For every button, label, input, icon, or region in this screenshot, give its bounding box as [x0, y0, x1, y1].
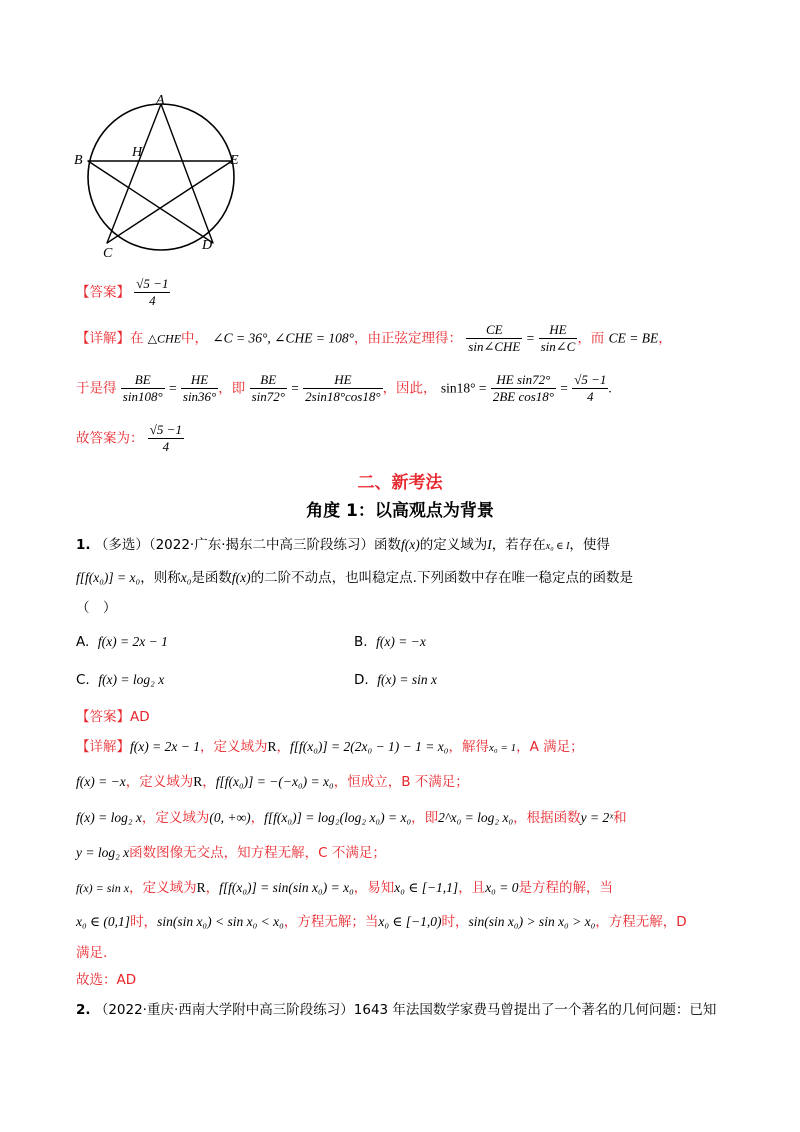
I-symbol: I: [487, 537, 492, 552]
text: ，定义域为: [141, 810, 210, 826]
text: ，方程无解；当: [283, 914, 379, 930]
expr: f[f(x₀)] = −(−x₀) = x₀: [215, 774, 334, 789]
den: sin∠C: [540, 339, 576, 354]
text: ，因此，: [382, 380, 437, 397]
text: ，即: [218, 380, 246, 397]
equals: =: [168, 380, 177, 396]
den: 2BE cos18°: [492, 389, 554, 404]
option-c: [76, 670, 164, 690]
option-a: [76, 632, 168, 652]
fraction: [181, 372, 218, 405]
answer-denominator: 4: [149, 293, 156, 308]
option-expr: f(x) = sin x: [377, 672, 437, 687]
num: HE: [181, 372, 218, 389]
fraction: [250, 372, 287, 405]
answer-2: [76, 707, 150, 727]
answer-numerator: √5 −1: [136, 276, 169, 291]
section-title: 二、新考法: [357, 473, 443, 493]
triangle-expr: △CHE: [147, 331, 182, 346]
expr: x₀ ∈ (0,1]: [76, 914, 131, 929]
text: 的定义域为: [419, 537, 488, 553]
text: ，定义域为: [129, 880, 197, 896]
text: ，A 满足；: [516, 739, 584, 755]
expr: 2^x₀ = log₂ x₀: [438, 810, 514, 825]
expr: sin(sin x₀) < sin x₀ < x₀: [157, 914, 284, 929]
text: ，: [202, 774, 216, 790]
text: ，: [250, 810, 265, 826]
num: HE: [303, 372, 382, 389]
question-number: 1.: [76, 537, 91, 553]
option-expr: f(x) = 2x − 1: [97, 634, 168, 649]
text: ，: [276, 739, 290, 755]
text: 和: [613, 810, 627, 826]
result-line: [76, 422, 184, 455]
x0-in-I: x₀ ∈ I: [545, 541, 570, 552]
label-C: C: [103, 246, 113, 260]
label-D: D: [202, 238, 213, 253]
R-symbol: R: [267, 739, 277, 754]
option-b: [354, 632, 426, 652]
answer-fraction: [134, 276, 170, 309]
result-fraction: [148, 422, 184, 455]
fraction: [491, 372, 556, 405]
text: ，方程无解，D: [595, 914, 687, 930]
angles-expr: ∠C = 36°, ∠CHE = 108°: [212, 330, 354, 346]
expr: y = 2ˣ: [580, 810, 614, 825]
text: ，定义域为: [199, 739, 268, 755]
text: ，恒成立，B 不满足；: [333, 774, 469, 790]
text: ，: [658, 330, 672, 347]
expr: sin(sin x₀) > sin x₀ > x₀: [468, 914, 596, 929]
answer-tag: 【答案】: [76, 284, 130, 301]
R-symbol: R: [193, 774, 203, 789]
expr: x₀ ∈ [−1,1]: [394, 880, 459, 895]
ffx-expr: f[f(x₀)] = x₀: [76, 570, 141, 585]
q1-line1: [76, 535, 610, 557]
fraction: [572, 372, 608, 405]
expr: f[f(x₀)] = log₂(log₂ x₀) = x₀: [264, 810, 412, 825]
result-label: 故答案为：: [76, 430, 144, 447]
text: 时，: [441, 914, 469, 930]
den: 2sin18°cos18°: [305, 389, 381, 404]
detail-tag: 【详解】: [76, 330, 130, 347]
option-expr: f(x) = log₂ x: [98, 672, 165, 687]
den: 4: [162, 439, 170, 454]
den: 4: [587, 389, 594, 404]
den: sin∠CHE: [468, 339, 521, 354]
text: ，使得: [569, 537, 610, 553]
detail2-line1: [76, 737, 584, 758]
num: CE: [466, 322, 522, 339]
detail1-line2: [76, 372, 612, 405]
text: ，易知: [353, 880, 395, 896]
detail2-line5: [76, 878, 613, 898]
pentagram-figure: [70, 90, 260, 260]
detail2-line8: 故选：AD: [76, 972, 137, 988]
fraction: [466, 322, 522, 355]
fraction: [121, 372, 165, 405]
num: √5 −1: [149, 422, 182, 437]
fx-expr: f(x): [231, 570, 251, 585]
option-expr: f(x) = −x: [376, 634, 426, 649]
R-symbol: R: [196, 880, 206, 895]
q1-line2: [76, 568, 633, 588]
q2-line1: [76, 1000, 716, 1020]
label-B: B: [74, 153, 83, 168]
option-d: [354, 670, 437, 690]
expr: f(x) = sin x: [76, 881, 130, 895]
text: ，根据函数: [513, 810, 581, 826]
detail1-line1: [76, 322, 672, 355]
expr: f(x) = 2x − 1: [130, 739, 200, 754]
label-E: E: [230, 153, 239, 168]
answer-value: AD: [130, 709, 150, 725]
expr: f[f(x₀)] = 2(2x₀ − 1) − 1 = x₀: [289, 739, 449, 754]
text: ，若存在: [491, 537, 546, 553]
expr: f[f(x₀)] = sin(sin x₀) = x₀: [219, 880, 354, 895]
fraction: [303, 372, 382, 405]
detail2-line2: [76, 772, 469, 792]
label-A: A: [156, 93, 165, 108]
label-H: H: [132, 145, 143, 160]
text: ，即: [411, 810, 439, 826]
text: （多选）（2022·广东·揭东二中高三阶段练习）函数: [94, 537, 402, 553]
expr: f(x) = −x: [76, 774, 126, 789]
equals: =: [526, 330, 535, 346]
expr: x₀ = 0: [485, 880, 519, 895]
q2-stem: （2022·重庆·西南大学附中高三阶段练习）1643 年法国数学家费马曾提出了一个著名的几何问题：已知: [94, 1002, 717, 1018]
text: 的二阶不动点，也叫稳定点.下列函数中存在唯一稳定点的函数是: [250, 570, 633, 586]
option-label: C.: [76, 672, 90, 688]
answer-tag: 【答案】: [76, 709, 130, 725]
text: 于是得: [76, 380, 117, 397]
detail-tag: 【详解】: [76, 739, 130, 755]
den: sin108°: [122, 389, 163, 404]
text: ，定义域为: [125, 774, 194, 790]
period: .: [608, 380, 612, 396]
den: sin72°: [251, 389, 285, 404]
question-number: 2.: [76, 1002, 91, 1018]
text: 是方程的解，当: [518, 880, 613, 896]
fx-expr: f(x): [401, 537, 420, 552]
num: HE sin72°: [491, 372, 556, 389]
detail2-line6: [76, 912, 687, 932]
text: ，由正弦定理得：: [353, 330, 462, 347]
num: HE: [539, 322, 578, 339]
den: sin36°: [182, 389, 217, 404]
text: 时，: [130, 914, 158, 930]
detail2-line7: 满足.: [76, 945, 108, 961]
detail2-line4: [76, 843, 386, 863]
expr: f(x) = log₂ x: [76, 810, 142, 825]
expr: x₀ = 1: [488, 742, 517, 754]
num: √5 −1: [574, 372, 607, 387]
num: BE: [121, 372, 165, 389]
text: ，解得: [448, 739, 489, 755]
text: 函数图像无交点，知方程无解，C 不满足；: [129, 845, 386, 861]
equals: =: [560, 380, 568, 396]
expr: x₀ ∈ [−1,0): [378, 914, 442, 929]
equals: =: [291, 380, 299, 396]
section-subtitle: 角度 1：以高观点为背景: [306, 501, 494, 521]
text: ，则称: [140, 570, 181, 586]
x0-symbol: x₀: [180, 570, 192, 585]
text: ，而: [577, 330, 605, 347]
num: BE: [250, 372, 287, 389]
option-label: B.: [354, 634, 368, 650]
expr: y = log₂ x: [76, 845, 130, 860]
option-label: A.: [76, 634, 90, 650]
fraction: [539, 322, 578, 355]
option-label: D.: [354, 672, 369, 688]
text: 在: [130, 330, 144, 347]
ce-be-expr: CE = BE: [608, 330, 659, 346]
sin18-expr: sin18° =: [440, 380, 487, 396]
domain-expr: (0, +∞): [209, 810, 251, 825]
text: ，: [205, 880, 220, 896]
q1-paren: （ ）: [76, 600, 117, 616]
circle-shape: [88, 104, 234, 250]
text: ，且: [458, 880, 486, 896]
answer-1: [76, 276, 170, 309]
detail2-line3: [76, 808, 627, 828]
text: 是函数: [191, 570, 232, 586]
text: 中，: [181, 330, 209, 347]
